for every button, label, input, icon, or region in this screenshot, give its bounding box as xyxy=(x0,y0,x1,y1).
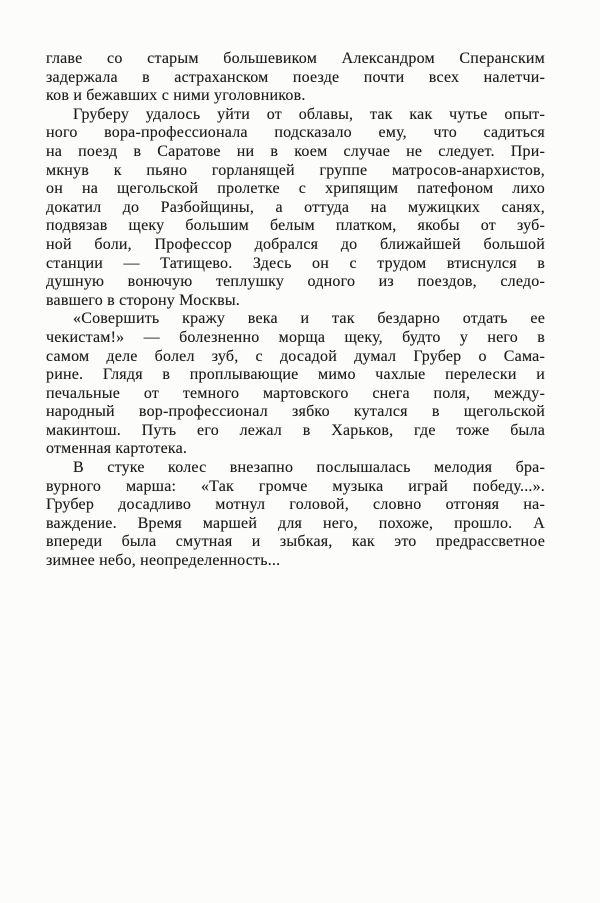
text-line: станции — Татищево. Здесь он с трудом втиснулся в xyxy=(46,254,545,272)
text-line: макинтош. Путь его лежал в Харьков, где тоже была xyxy=(46,421,545,439)
text-line: отменная картотека. xyxy=(46,440,188,458)
text-line: вурного марша: «Так громче музыка играй победу...». xyxy=(46,477,545,495)
text-line: докатил до Разбойщины, а оттуда на мужицких санях, xyxy=(46,198,545,216)
text-line: Грубер досадливо мотнул головой, словно отгоняя на- xyxy=(46,496,545,514)
text-line: самом деле болел зуб, с досадой думал Грубер о Сама- xyxy=(46,347,545,365)
text-line: на поезд в Саратове ни в коем случае не следует. При- xyxy=(46,142,545,160)
text-line: ного вора-профессионала подсказало ему, что садиться xyxy=(46,124,545,142)
page-text-block xyxy=(46,50,545,571)
text-line: чекистам!» — болезненно морща щеку, будто у него в xyxy=(46,328,545,346)
text-line: впереди была смутная и зыбкая, как это предрассветное xyxy=(46,533,545,551)
text-line: В стуке колес внезапно послышалась мелодия бра- xyxy=(73,459,545,477)
text-line: ков и бежавших с ними уголовников. xyxy=(46,87,306,105)
text-line: Груберу удалось уйти от облавы, так как чутье опыт- xyxy=(73,105,545,123)
text-line: ной боли, Профессор добрался до ближайшей большой xyxy=(46,235,545,253)
text-line: мкнув к пьяно горланящей группе матросов-анархистов, xyxy=(46,161,545,179)
text-line: «Совершить кражу века и так бездарно отдать ее xyxy=(73,310,545,328)
text-line: он на щегольской пролетке с хрипящим патефоном лихо xyxy=(46,180,545,198)
text-line: вавшего в сторону Москвы. xyxy=(46,291,240,309)
text-line: главе со старым большевиком Александром Сперанским xyxy=(46,50,545,67)
text-line: подвязав щеку большим белым платком, якобы от зуб- xyxy=(46,217,545,235)
text-line: задержала в астраханском поезде почти всех налетчи- xyxy=(46,68,545,86)
text-line: душную вонючую теплушку одного из поездов, следо- xyxy=(46,273,545,291)
text-line: народный вор-профессионал зябко кутался в щегольской xyxy=(46,403,545,421)
text-line: зимнее небо, неопределенность... xyxy=(46,552,281,570)
text-line: печальные от темного мартовского снега поля, между- xyxy=(46,384,545,402)
text-line: рине. Глядя в проплывающие мимо чахлые перелески и xyxy=(46,366,545,384)
text-line: важдение. Время маршей для него, похоже, прошло. А xyxy=(46,514,545,532)
